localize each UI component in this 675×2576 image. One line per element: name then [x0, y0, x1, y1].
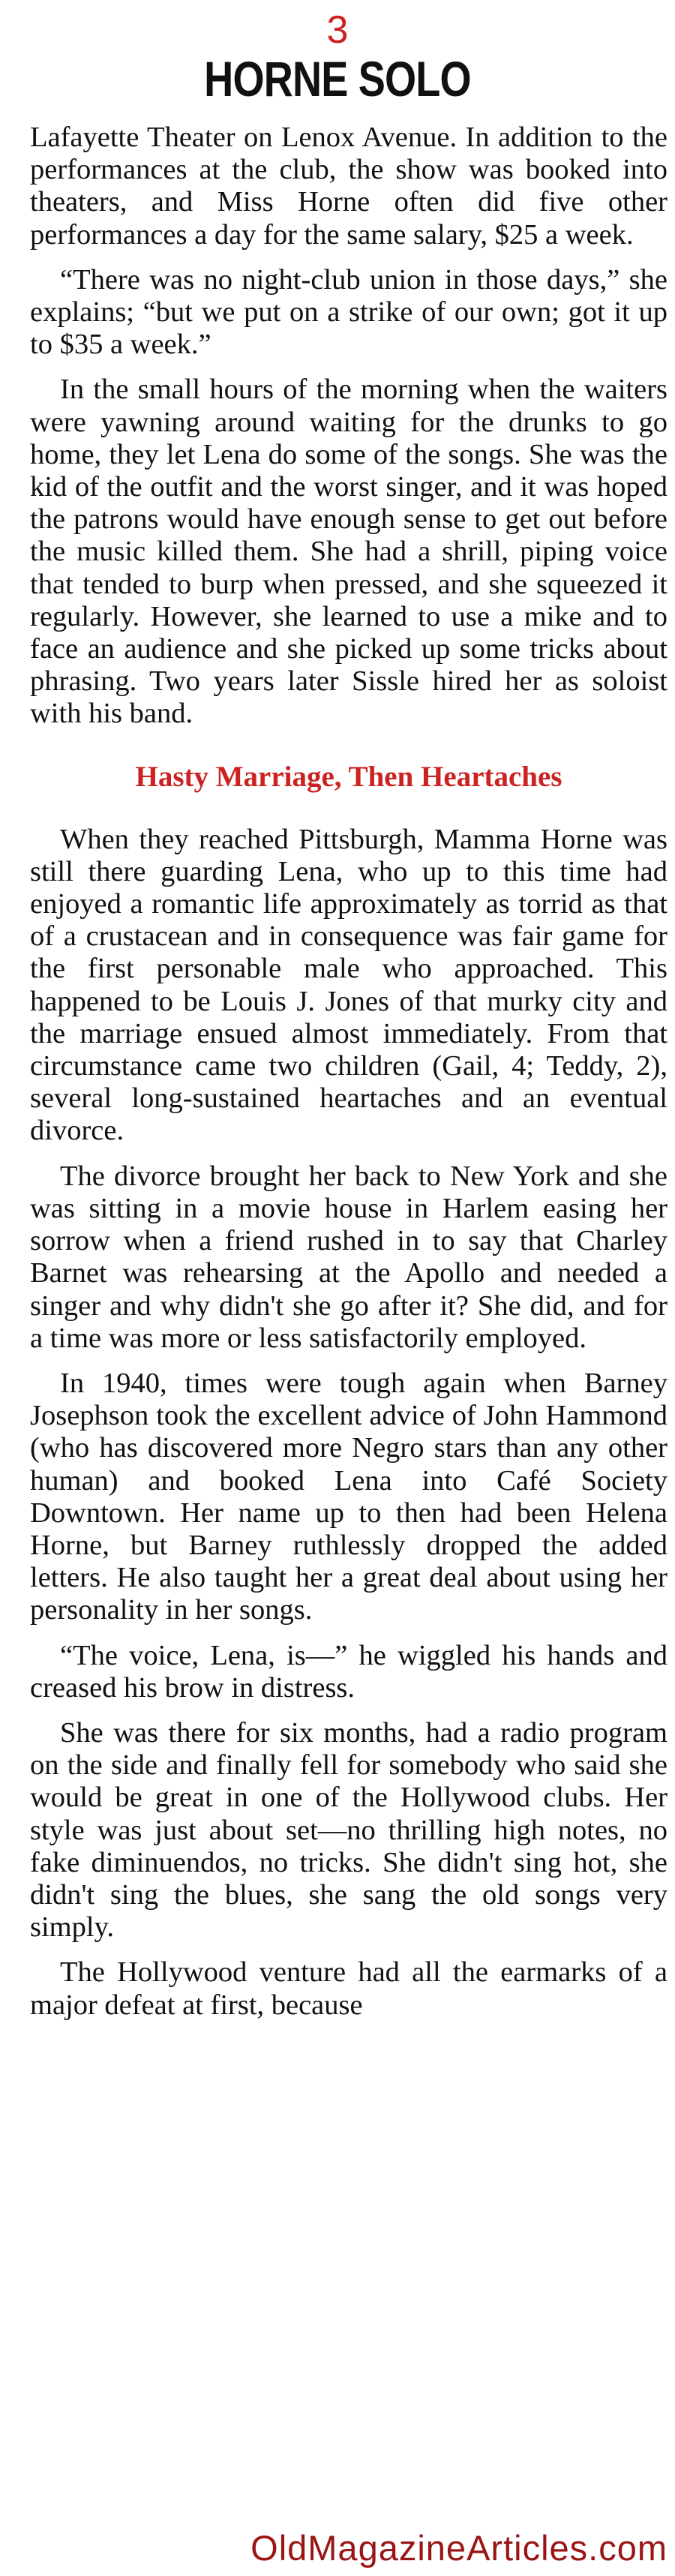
paragraph: The Hollywood venture had all the earmarks of a major defeat at first, because: [30, 1956, 668, 2021]
paragraph: “The voice, Lena, is—” he wiggled his hands and creased his brow in distress.: [30, 1639, 668, 1704]
paragraph: She was there for six months, had a radio program on the side and finally fell for somebody who said she would be great in one of the Hollywood clubs. Her style was just about set—no thrilling high notes, no fake diminuendos, no tricks. She didn't sing hot, she didn't sing the blues, she sang the old songs very simply.: [30, 1716, 668, 1944]
paragraph: When they reached Pittsburgh, Mamma Horne was still there guarding Lena, who up to this time had enjoyed a romantic life approximately as torrid as that of a crustacean and in consequence was fair game for the first personable male who approached. This happened to be Louis J. Jones of that murky city and the marriage ensued almost immediately. From that circumstance came two children (Gail, 4; Teddy, 2), several long-sustained heartaches and an eventual divorce.: [30, 823, 668, 1147]
paragraph: Lafayette Theater on Lenox Avenue. In addition to the performances at the club, the show was booked into theaters, and Miss Horne often did five other performances a day for the same salary, $25 a week.: [30, 122, 668, 251]
article-headline: HORNE SOLO: [204, 51, 471, 107]
section-subhead: Hasty Marriage, Then Heartaches: [135, 760, 562, 793]
paragraph: The divorce brought her back to New York and she was sitting in a movie house in Harlem easing her sorrow when a friend rushed in to say that Charley Barnet was rehearsing at the Apollo and needed a singer and why didn't she go after it? She did, and for a time was more or less satisfactorily employed.: [30, 1160, 668, 1354]
paragraph: “There was no night-club union in those days,” she explains; “but we put on a strike of our own; got it up to $35 a week.”: [30, 263, 668, 361]
article-body: [30, 122, 668, 2034]
paragraph: In the small hours of the morning when the waiters were yawning around waiting for the drunks to go home, they let Lena do some of the songs. She was the kid of the outfit and the worst singer, and it was hoped the patrons would have enough sense to get out before the music killed them. She had a shrill, piping voice that tended to burp when pressed, and she squeezed it regularly. However, she learned to use a mike and to face an audience and she picked up some tricks about phrasing. Two years later Sissle hired her as soloist with his band.: [30, 374, 668, 730]
page-number: 3: [326, 8, 349, 52]
paragraph: In 1940, times were tough again when Barney Josephson took the excellent advice of John Hammond (who has discovered more Negro stars than any other human) and booked Lena into Café Society Downtown. Her name up to then had been Helena Horne, but Barney ruthlessly dropped the added letters. He also taught her a great deal about using her personality in her songs.: [30, 1367, 668, 1626]
site-watermark: OldMagazineArticles.com: [250, 2528, 668, 2568]
